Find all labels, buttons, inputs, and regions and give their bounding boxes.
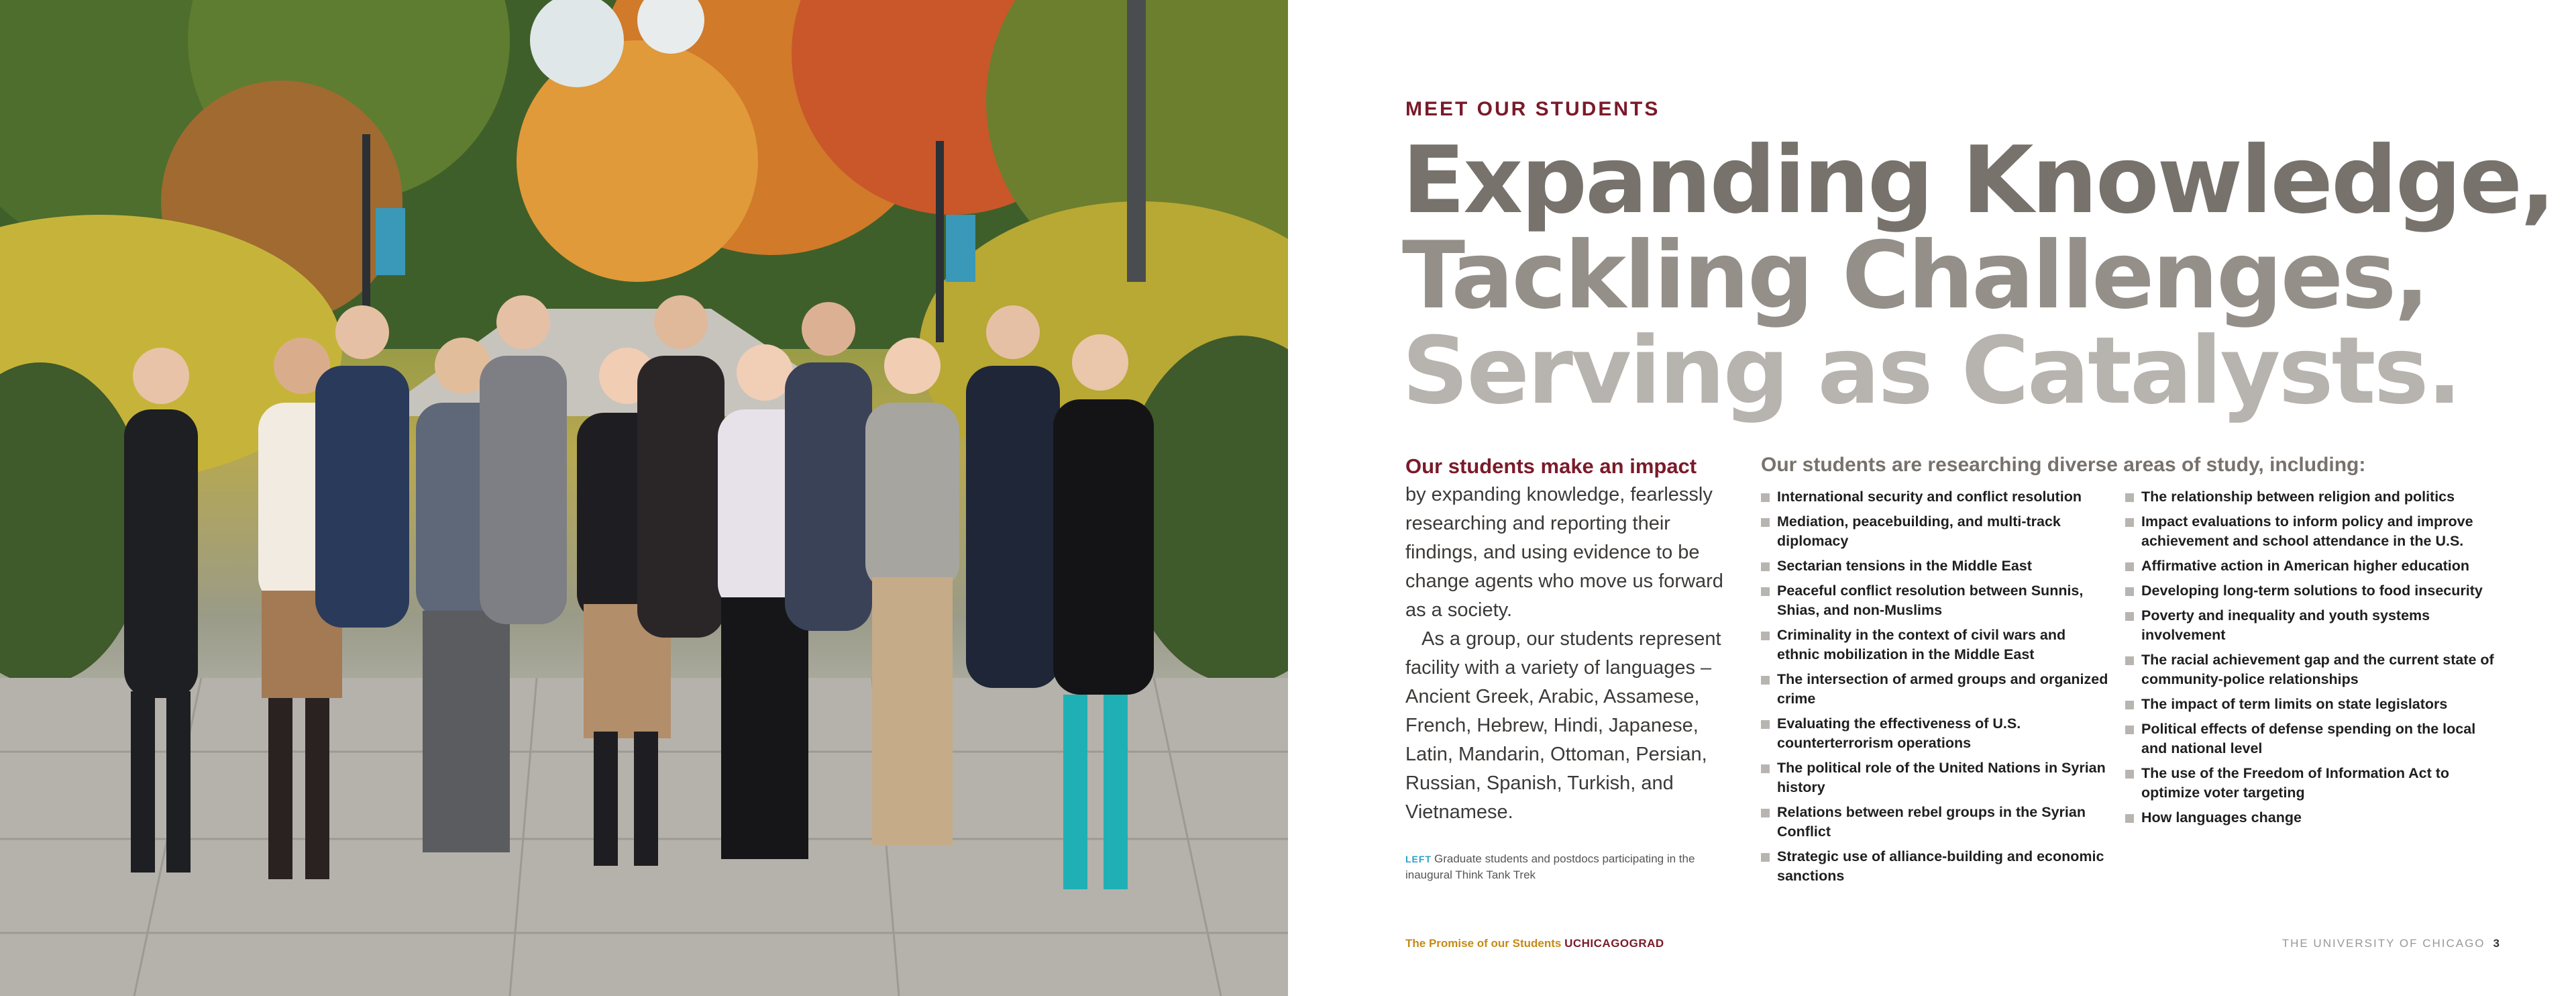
list-item (1761, 512, 2110, 551)
square-bullet-icon (2125, 701, 2134, 709)
list-item-text: Strategic use of alliance-building and economic sanctions (1777, 848, 2104, 884)
square-bullet-icon (2125, 612, 2134, 621)
square-bullet-icon (1761, 562, 1770, 571)
list-item (1761, 487, 2110, 507)
list-item-text: Sectarian tensions in the Middle East (1777, 558, 2032, 574)
intro-column (1405, 452, 1741, 827)
list-item-text: Mediation, peacebuilding, and multi-track diplomacy (1777, 513, 2061, 549)
list-item (2125, 650, 2501, 689)
list-item (1761, 670, 2110, 709)
text-page (1288, 0, 2576, 996)
square-bullet-icon (1761, 676, 1770, 685)
footer-brand: UCHICAGOGRAD (1564, 937, 1664, 950)
headline-line-2: Tackling Challenges, (1402, 221, 2428, 330)
list-item (2125, 719, 2501, 758)
list-item-text: The political role of the United Nations in Syrian history (1777, 760, 2106, 795)
list-item-text: Criminality in the context of civil wars and ethnic mobilization in the Middle East (1777, 627, 2066, 662)
intro-lead: Our students make an impact (1405, 454, 1697, 478)
square-bullet-icon (1761, 764, 1770, 773)
list-item (2125, 512, 2501, 551)
caption-text: Graduate students and postdocs participating in the inaugural Think Tank Trek (1405, 852, 1695, 881)
research-title: Our students are researching diverse areas of study, including: (1761, 454, 2366, 476)
footer-left (1405, 937, 1664, 950)
list-item-text: Impact evaluations to inform policy and improve achievement and school attendance in the U.S. (2141, 513, 2473, 549)
list-item (2125, 581, 2501, 601)
square-bullet-icon (1761, 809, 1770, 817)
list-item (1761, 714, 2110, 753)
footer-right (2282, 937, 2501, 950)
list-item-text: The impact of term limits on state legislators (2141, 696, 2448, 712)
list-item-text: Developing long-term solutions to food insecurity (2141, 583, 2483, 599)
square-bullet-icon (1761, 493, 1770, 502)
list-item (2125, 487, 2501, 507)
research-list-right (2125, 487, 2501, 833)
list-item-text: International security and conflict resolution (1777, 489, 2082, 505)
footer-university: THE UNIVERSITY OF CHICAGO (2282, 937, 2485, 950)
research-list-left (1761, 487, 2110, 891)
list-item-text: Poverty and inequality and youth systems involvement (2141, 607, 2430, 643)
photo-caption (1405, 851, 1741, 883)
list-item (2125, 556, 2501, 576)
list-item-text: The intersection of armed groups and organized crime (1777, 671, 2108, 707)
list-item (1761, 847, 2110, 886)
square-bullet-icon (2125, 518, 2134, 527)
list-item-text: The relationship between religion and politics (2141, 489, 2455, 505)
square-bullet-icon (1761, 518, 1770, 527)
intro-paragraph-1: by expanding knowledge, fearlessly researching and reporting their findings, and using evidence to be change agents who move us forward as a society. (1405, 484, 1723, 621)
square-bullet-icon (2125, 726, 2134, 734)
list-item-text: Peaceful conflict resolution between Sunnis, Shias, and non-Muslims (1777, 583, 2084, 618)
list-item-text: Political effects of defense spending on the local and national level (2141, 721, 2476, 756)
square-bullet-icon (1761, 587, 1770, 596)
list-item (2125, 764, 2501, 803)
square-bullet-icon (2125, 770, 2134, 779)
list-item (1761, 626, 2110, 664)
list-item-text: How languages change (2141, 809, 2302, 826)
square-bullet-icon (2125, 562, 2134, 571)
list-item (1761, 758, 2110, 797)
list-item-text: Relations between rebel groups in the Syrian Conflict (1777, 804, 2086, 840)
square-bullet-icon (1761, 632, 1770, 640)
intro-paragraph-2: As a group, our students represent facility with a variety of languages – Ancient Greek, Arabic, Assamese, French, Hebrew, Hindi, Japanese, Latin, Mandarin, Ottoman, Persian, Russian, Spanish, Turkish, and Vietnamese. (1405, 628, 1721, 823)
list-item (1761, 556, 2110, 576)
list-item-text: The racial achievement gap and the current state of community-police relationships (2141, 652, 2494, 687)
footer-series-title: The Promise of our Students (1405, 937, 1562, 950)
list-item-text: Affirmative action in American higher education (2141, 558, 2470, 574)
square-bullet-icon (2125, 656, 2134, 665)
list-item (2125, 695, 2501, 714)
list-item-text: Evaluating the effectiveness of U.S. counterterrorism operations (1777, 715, 2021, 751)
headline-line-3: Serving as Catalysts. (1402, 317, 2461, 425)
page-number: 3 (2493, 937, 2501, 950)
list-item (2125, 606, 2501, 645)
list-item (1761, 803, 2110, 842)
square-bullet-icon (1761, 853, 1770, 862)
headline-line-1: Expanding Knowledge, (1402, 126, 2554, 234)
square-bullet-icon (1761, 720, 1770, 729)
caption-key: LEFT (1405, 854, 1432, 864)
square-bullet-icon (2125, 587, 2134, 596)
list-item (1761, 581, 2110, 620)
headline (1402, 126, 2554, 425)
section-kicker: MEET OUR STUDENTS (1405, 98, 1660, 120)
list-item-text: The use of the Freedom of Information Act to optimize voter targeting (2141, 765, 2450, 801)
list-item (2125, 808, 2501, 828)
square-bullet-icon (2125, 814, 2134, 823)
square-bullet-icon (2125, 493, 2134, 502)
